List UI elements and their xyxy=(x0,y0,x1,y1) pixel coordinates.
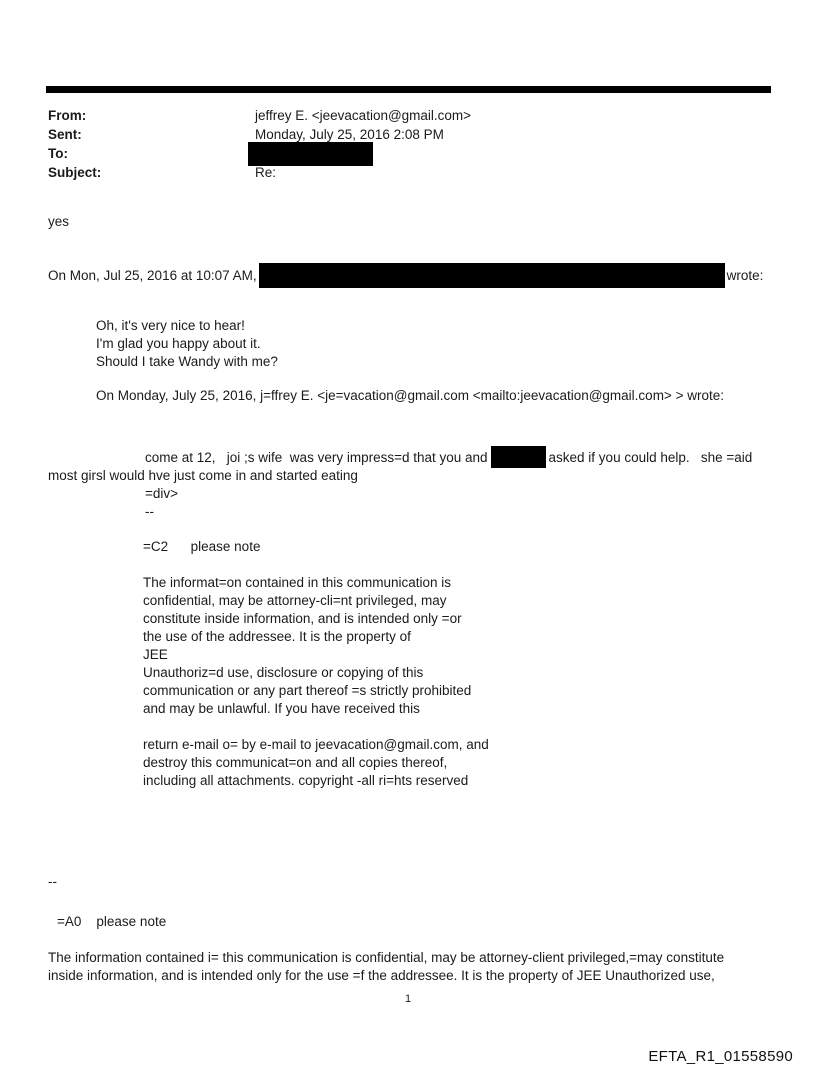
page-number: 1 xyxy=(404,993,412,1005)
quote3-line1 xyxy=(145,446,752,468)
header-row-from xyxy=(48,106,471,125)
outer-disclaimer-line: inside information, and is intended only for the use =f the addressee. It is the property of JEE Unauthorized use, xyxy=(48,968,715,983)
header-row-subject xyxy=(48,163,471,182)
quote3-div-artifact: =div> xyxy=(145,486,179,501)
sent-value: Monday, July 25, 2016 2:08 PM xyxy=(255,127,444,142)
quote3-line1-suffix: asked if you could help. she =aid xyxy=(548,449,753,465)
quote3-signature-dashes: -- xyxy=(145,504,154,519)
quote3-line1-prefix: come at 12, joi ;s wife was very impress=d that you and xyxy=(145,449,488,465)
quote3-line2: most girsl would hve just come in and started eating xyxy=(48,468,358,483)
quote1-body xyxy=(96,317,278,371)
quote3-disclaimer xyxy=(143,574,489,790)
disclaimer-line: confidential, may be attorney-cli=nt privileged, may xyxy=(143,593,447,608)
disclaimer-line: constitute inside information, and is intended only =or xyxy=(143,611,462,626)
subject-value: Re: xyxy=(255,165,277,180)
from-value: jeffrey E. <jeevacation@gmail.com> xyxy=(255,108,472,123)
redaction-bar-sender xyxy=(259,263,725,288)
quote1-attribution xyxy=(48,263,763,288)
disclaimer-line-blank xyxy=(143,718,489,736)
disclaimer-line: return e-mail o= by e-mail to jeevacation@gmail.com, and xyxy=(143,737,489,752)
quote1-line: Should I take Wandy with me? xyxy=(96,354,278,369)
disclaimer-line: destroy this communicat=on and all copies thereof, xyxy=(143,755,448,770)
quote1-line: Oh, it's very nice to hear! xyxy=(96,318,245,333)
outer-signature-dashes: -- xyxy=(48,874,57,889)
reply-text: yes xyxy=(48,214,70,229)
disclaimer-line: including all attachments. copyright -all ri=hts reserved xyxy=(143,773,469,788)
quote2-attribution: On Monday, July 25, 2016, j=ffrey E. <je=vacation@gmail.com <mailto:jeevacation@gmail.com> > wrote: xyxy=(96,388,724,403)
disclaimer-line: communication or any part thereof =s strictly prohibited xyxy=(143,683,472,698)
quote1-attribution-prefix: On Mon, Jul 25, 2016 at 10:07 AM, xyxy=(48,268,257,283)
header-divider-rule xyxy=(46,86,771,93)
sent-label: Sent: xyxy=(48,127,82,142)
quote1-attribution-suffix: wrote: xyxy=(726,268,764,283)
disclaimer-line: Unauthoriz=d use, disclosure or copying of this xyxy=(143,665,424,680)
outer-note-heading: =A0 please note xyxy=(57,914,167,929)
bates-number: EFTA_R1_01558590 xyxy=(648,1048,793,1065)
disclaimer-line: JEE xyxy=(143,647,168,662)
redaction-bar-name xyxy=(491,446,546,468)
outer-disclaimer xyxy=(48,949,724,985)
subject-label: Subject: xyxy=(48,165,102,180)
to-label: To: xyxy=(48,146,68,161)
quote1-line: I'm glad you happy about it. xyxy=(96,336,261,351)
header-row-to xyxy=(48,144,471,163)
disclaimer-line: and may be unlawful. If you have received this xyxy=(143,701,420,716)
email-header xyxy=(48,106,471,182)
outer-disclaimer-line: The information contained i= this communication is confidential, may be attorney-client privileged,=may constitute xyxy=(48,950,725,965)
quote3-note-heading: =C2 please note xyxy=(143,539,261,554)
from-label: From: xyxy=(48,108,87,123)
disclaimer-line: The informat=on contained in this communication is xyxy=(143,575,452,590)
disclaimer-line: the use of the addressee. It is the property of xyxy=(143,629,411,644)
